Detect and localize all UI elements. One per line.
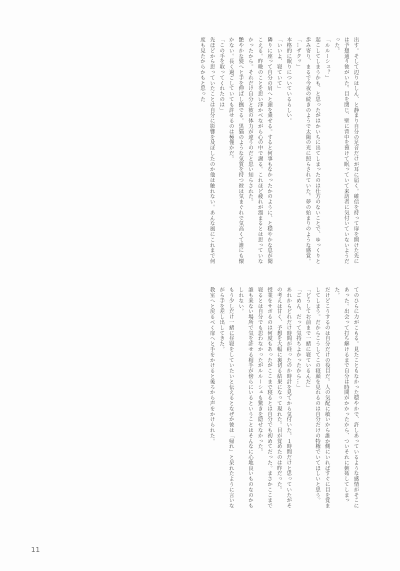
dialogue-line: 「…ザクッ」 [295, 37, 302, 70]
dialogue-line: 「いいよ、寝ていて」 [276, 37, 283, 91]
paragraph: てのひらに力がこもる。見たこともなかった穏やかで、許しあっているような感情がそこにあった。出会って打ち解けるまで自分は時間がかかったから、ついそれに嫉妬してしまった。 [333, 287, 359, 509]
bottom-text-block [35, 287, 360, 512]
dialogue-line: 「この手を取ってくれたのは」 [218, 37, 225, 113]
paragraph: 隣りに座って自分の肩へと頭を乗せる。すると何事もなかったかのように、と穏やかな息が聞こえる。昨晩のことを思い浮かべながら心の中で謝る。これほど疲れが溜まるとは思っていなかったから。それだけ自分と彼の体力が違うのだと思い知らされた。 [247, 37, 273, 264]
top-text-block [35, 37, 360, 265]
dialogue-line: 「ルルーシュ？」 [324, 37, 331, 81]
dialogue-line: 「ごめん、だって気持ちよかったから…」 [295, 287, 302, 390]
paragraph: 本格的に眠りについているらしい。 [285, 37, 292, 124]
paragraph: 出す。そして辺りはしん、と静まり自分の足音だけが耳に届く。確信を持って扉を開けた先には予想通り彼がいた。目を閉じ、壁に背中を預けて眠っていて来訪者に気付いていないようだった。 [333, 37, 359, 264]
paragraph: 起こしてしまうかも、と思ったがはかいちに出てしまったのは仕方のないことで、ゆっくりと歩み寄り、まるで今夜の続きのようで太陽の光に照らされていた。夢の始まりのような感覚。 [305, 37, 321, 264]
paragraph: あれからどれだけ時間が経ったのか時計を見てから気付いた。１時間だけと思っていたがその考えは甘く、予想を大幅に裏切る結果になって現れた。目が覚めたのは昨だった。 [276, 287, 292, 509]
paragraph: 誰も来ない場所で気を許せる相手が傍らにいるということはそんなに心地良いものなのかもしれない。 [237, 287, 254, 509]
paragraph: 艶やかな髪へと手を伸ばし撫でる。黒猫のような気質を持つ彼は気まぐれで気高くて誰にも懐かない。長く過ごしていても許せるのは極僅かだ。 [228, 37, 244, 264]
page-number: 11 [31, 546, 40, 554]
paragraph: もう少しだけ一緒に昼寝をしていたいと伝えるとなぜか彼は「帰れ」と呆れたように言いながら手を差し出してきた。 [218, 287, 235, 509]
paragraph: 先ほどから思っていたことは自分に影響を及ぼしたのか他は触れない。あんな風にこれまで何度も見たからかもと思った [199, 37, 216, 264]
dialogue-line: 「どうしてお前まで一緒に寝ているんだ」 [305, 287, 312, 390]
paragraph: 教室へと戻るべく扉へと手をかけると後ろから声をかけられた。 [209, 287, 216, 444]
paragraph: 授業をサボるのは何度もあったがここまで寝るとは自分でも初めてだった。まさかここまで寝るとは自分でも思わなかったがルルーシュも驚きを隠せなかった。 [257, 287, 273, 509]
paragraph: だけどこうするのは自分だけの役目だ。人の気配に敏いから誰か側にいればすぐに目を覚ましてしまう。だからこうしてこの寝顔を見れるのは自分だけの特権でいてほしいと思う。 [314, 287, 331, 509]
